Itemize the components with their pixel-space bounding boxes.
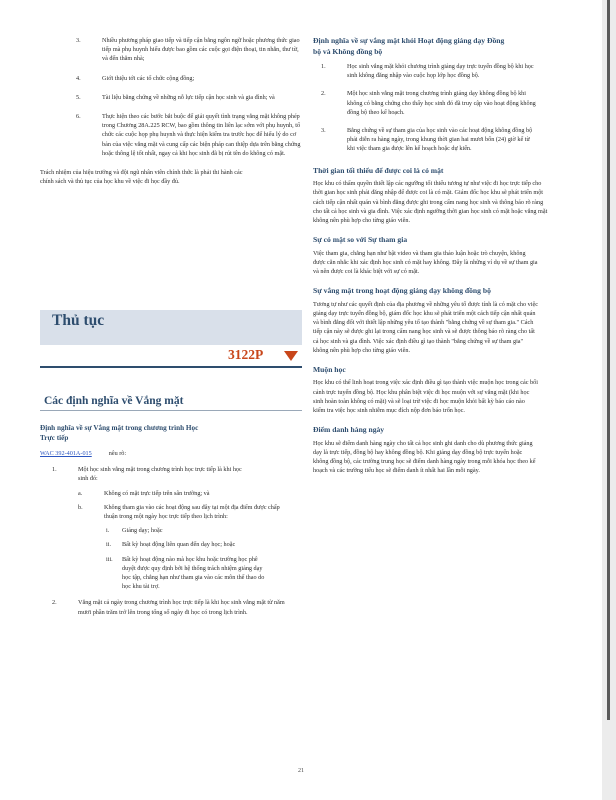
sub-list-item: a. Không có mặt trực tiếp trên sân trường; và xyxy=(78,489,210,497)
list-item: 4. Giới thiệu tới các tổ chức cộng đồng; xyxy=(76,74,195,82)
side-bar-accent xyxy=(607,0,610,720)
list-item: 6. Thực hiện theo các bước bắt buộc để giải quyết tình trạng vắng mặt không phép trong Chương 28A.225 RCW, bao gồm thông tin liên lạc sớm với phụ huynh, tổ chức các cuộc họp phụ huynh và thực hiện kiểm tra trước học để hiểu lý do cơ bản của việc vắng mặt và cung cấp các biện pháp can thiệp dựa trên bằng chứng hoặc thông lệ tốt nhất, ngay cả khi học sinh đã bị rút tên do không có mặt. xyxy=(76,113,301,157)
heading-tardy: Muộn học xyxy=(313,364,346,374)
procedure-title: Thủ tục xyxy=(52,312,105,329)
paragraph-async-absence: Tương tự như các quyết định của địa phương về những yêu tố được tính là có mặt cho việc giảng dạy trực tuyến đồng bộ, giám đốc học khu sẽ phát triển một cách tiếp cận nhất quán và bình đẳng đối với thiết lập những yêu tố tạo thành "bằng chứng về sự tham gia." Cách tiếp cận này sẽ được ghi lại trong cẩm nang học sinh và sẽ được thông báo rõ ràng cho tất cả học sinh và gia đình. Việc xác định điều gì tạo thành "bằng chứng về sự tham gia" không nên phù hợp cho từng giáo viên. xyxy=(313,300,538,354)
triangle-down-icon xyxy=(284,351,298,361)
list-item: 2. Vắng mặt cả ngày trong chương trình học trực tiếp là khi học sinh vắng mặt từ năm mươi phần trăm trở lên trong tổng số ngày đi học có trong lịch trình. xyxy=(52,599,285,616)
subheading-in-person: Định nghĩa về sự Vắng mặt trong chương trình Học Trực tiếp xyxy=(40,424,199,442)
heading-async-absence: Sự vắng mặt trong hoạt động giảng dạy không đồng bộ xyxy=(313,286,491,296)
heading-sync-async: Định nghĩa về sự vắng mặt khỏi Hoạt động giảng dạy Đồng bộ và Không đồng bộ xyxy=(313,36,505,56)
list-item: 3. Bằng chứng về sự tham gia của học sinh vào các hoạt động không đồng bộ phải diễn ra hàng ngày, trong khung thời gian hai mươi bốn (24) giờ kể từ khi việc tham gia được lên kế hoạch hoặc dự kiến. xyxy=(321,127,533,153)
wac-line: WAC 392-401A-015 nêu rõ: xyxy=(40,450,127,457)
list-item: 2. Một học sinh vắng mặt trong chương trình giảng dạy không đồng bộ khi không có bằng chứng cho thấy học sinh đó đã truy cập vào hoạt động không đồng bộ theo kế hoạch. xyxy=(321,90,536,116)
list-item: 5. Tài liệu bằng chứng về những nỗ lực tiếp cận học sinh và gia đình; và xyxy=(76,93,275,101)
closing-paragraph: Trách nhiệm của hiệu trưởng và đội ngũ nhân viên chính thức là phải thi hành các chính sách và thủ tục của học khu về việc đi học đầy đủ. xyxy=(40,169,243,186)
roman-list-item: ii. Bất kỳ hoạt động liên quan đến dạy học; hoặc xyxy=(106,541,236,549)
header-rule xyxy=(40,366,302,368)
heading-daily-attendance: Điểm danh hàng ngày xyxy=(313,425,385,435)
roman-list-item: iii. Bất kỳ hoạt động nào mà học khu hoặc trường học phê duyệt được quy định bởi hệ thống trách nhiệm giảng dạy học tập, chẳng hạn như tham gia vào các môn thể thao do học khu tài trợ. xyxy=(106,555,265,591)
paragraph-tardy: Học khu có thể linh hoạt trong việc xác định điều gì tạo thành việc muộn học trong các bối cảnh trực tuyến đồng bộ. Học khu phân biệt việc đi học muộn với sự vắng mặt (khi học sinh hoàn toàn không có mặt) và sẽ loại trừ việc đi học muộn khỏi bất kỳ báo cáo nào kiểm tra việc học sinh nhiễm mục đích nộp đơn báo trốn học. xyxy=(313,379,538,415)
wac-link[interactable]: WAC 392-401A-015 xyxy=(40,450,92,457)
page-number: 21 xyxy=(298,768,304,774)
section-rule xyxy=(40,410,302,411)
left-lower-content xyxy=(40,423,302,617)
right-column xyxy=(313,36,575,476)
roman-list-item: i. Giảng dạy; hoặc xyxy=(106,527,163,535)
sub-list-item: b. Không tham gia vào các hoạt động sau đây tại một địa điểm được chấp thuận trong một ngày học trực tiếp theo lịch trình: xyxy=(78,503,280,521)
list-item: 1. Một học sinh vắng mặt trong chương trình học trực tiếp là khi học sinh đó: xyxy=(52,466,242,483)
list-item: 3. Nhiều phương pháp giao tiếp và tiếp cận bằng ngôn ngữ hoặc phương thức giao tiếp mà phụ huynh hiểu được bao gồm các cuộc gọi điện thoại, tin nhắn, thư từ, và đến thăm nhà; xyxy=(76,37,300,63)
left-top-list xyxy=(40,36,302,186)
heading-minimum-time: Thời gian tối thiểu để được coi là có mặt xyxy=(313,165,444,175)
paragraph-minimum-time: Học khu có thẩm quyền thiết lập các ngưỡng tối thiểu tương tự như việc đi học trực tiếp cho thời gian học sinh phải đăng nhập để được coi là có mặt. Giám đốc học khu sẽ phát triển một cách tiếp cận nhất quán và bình đẳng được ghi trong cẩm nang học sinh và thông báo rõ ràng cho tất cả học sinh và gia đình. Việc xác định ngưỡng thời gian học sinh có mặt hoặc vắng mặt không nên phù hợp cho từng giáo viên. xyxy=(313,180,548,224)
list-item: 1. Học sinh vắng mặt khỏi chương trình giảng dạy trực tuyến đồng bộ khi học sinh không đăng nhập vào cuộc họp lớp học đồng bộ. xyxy=(321,63,534,80)
paragraph-daily-attendance: Học khu sẽ điểm danh hàng ngày cho tất cả học sinh ghi danh cho dù phương thức giảng dạy là trực tiếp, đồng bộ hay không đồng bộ. Khi giảng dạy đồng bộ trực tuyến hoặc không đồng bộ, các trường trung học sẽ điểm danh hàng ngày trong mỗi khóa học theo kế hoạch và các trường tiểu học sẽ điểm danh ít nhất hai lần mỗi ngày. xyxy=(313,439,536,475)
policy-code-label: 3122P xyxy=(228,347,264,362)
policy-code xyxy=(228,347,298,365)
section-title: Các định nghĩa về Vắng mặt xyxy=(44,395,184,407)
heading-presence-vs-participation: Sự có mặt so với Sự tham gia xyxy=(313,235,408,245)
paragraph-presence-vs-participation: Việc tham gia, chẳng hạn như bật video và tham gia thảo luận hoặc trò chuyện, không được căn nhắc khi xác định học sinh có mặt hay không. Đây là những ví dụ về sự tham gia và nên được coi là khác biệt với sự có mặt. xyxy=(313,249,538,276)
